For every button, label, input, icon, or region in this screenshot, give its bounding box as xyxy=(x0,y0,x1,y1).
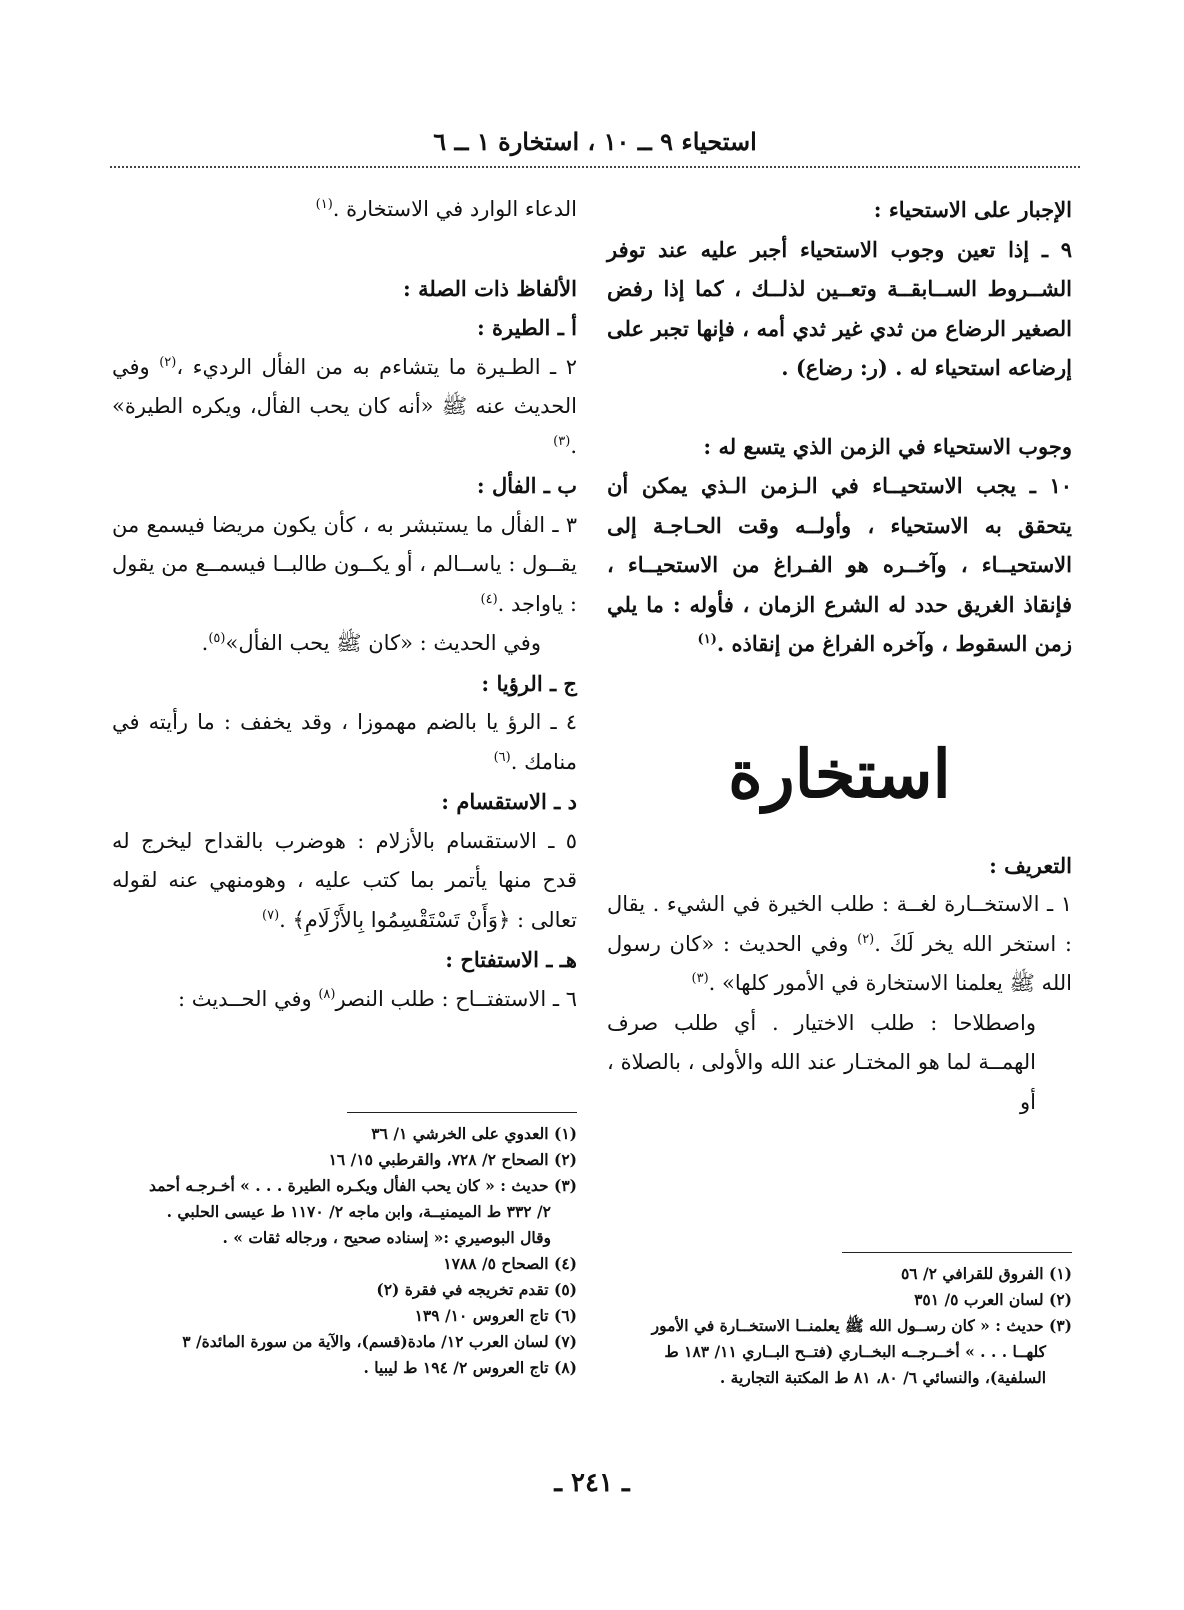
paragraph-hadith xyxy=(112,624,577,664)
footnote: (١) الفروق للقرافي ٢/ ٥٦ xyxy=(900,1264,1072,1283)
footnote-ref: (٧) xyxy=(262,907,280,923)
paragraph-4 xyxy=(112,703,577,782)
sub-heading: هـ ـ الاستفتاح : xyxy=(445,947,577,972)
paragraph-5 xyxy=(112,822,577,941)
paragraph-text: وفي الحديث عنه ﷺ «أنه كان يحب الفأل، ويكره الطيرة» . xyxy=(112,354,577,458)
footnote-ref: (٨) xyxy=(318,986,336,1002)
section-heading: التعريف : xyxy=(989,852,1072,878)
footnote-ref: (٣) xyxy=(691,971,709,986)
paragraph-2 xyxy=(112,348,577,467)
paragraph-text: . xyxy=(201,631,209,655)
footnote: (٦) تاج العروس ١٠/ ١٣٩ xyxy=(414,1306,577,1325)
paragraph-text: وفي الحديث : «كان ﷺ يحب الفأل» xyxy=(225,631,541,655)
footnote-ref: (٣) xyxy=(553,433,571,449)
paragraph-1 xyxy=(607,885,1072,1004)
sub-heading: أ ـ الطيرة : xyxy=(476,315,577,340)
right-column xyxy=(607,190,1072,1122)
footnote: (٤) الصحاح ٥/ ١٧٨٨ xyxy=(443,1254,577,1273)
sub-heading: ب ـ الفأل : xyxy=(476,473,577,498)
paragraph-text: ٦ ـ الاستفتــاح : طلب النصر xyxy=(335,986,577,1011)
left-column xyxy=(112,190,577,1019)
paragraph-text: ٥ ـ الاستقسام بالأزلام : هوضرب بالقداح ليخرج له قدح منها يأتمر بما كتب عليه ، وهومنهي عنه لقوله تعالى : ﴿وَأَنْ تَسْتَقْسِمُوا بِالأَزْلَامِ﴾ . xyxy=(112,828,577,932)
paragraph-text: وفي الحديث : «كان رسول الله ﷺ يعلمنا الاستخارة في الأمور كلها» . xyxy=(607,931,1072,995)
footnote-divider xyxy=(347,1112,577,1113)
right-footnotes xyxy=(607,1252,1072,1391)
footnote-ref: (٢) xyxy=(857,931,875,947)
footnote: (٢) الصحاح ٢/ ٧٢٨، والقرطبي ١٥/ ١٦ xyxy=(328,1150,577,1169)
running-header: استحياء ٩ ــ ١٠ ، استخارة ١ ــ ٦ xyxy=(433,127,757,156)
paragraph-text: ٣ ـ الفأل ما يستبشر به ، كأن يكون مريضا فيسمع من يقــول : ياســالم ، أو يكــون طالبــا فيسمــع من يقول : ياواجد . xyxy=(112,512,577,616)
paragraph-3 xyxy=(112,506,577,625)
left-footnotes xyxy=(112,1112,577,1381)
section-heading: الألفاظ ذات الصلة : xyxy=(403,275,577,301)
footnote: (٧) لسان العرب ١٢/ مادة(قسم)، والآية من سورة المائدة/ ٣ xyxy=(182,1332,577,1351)
paragraph-text: ١ ـ الاستخــارة لغــة : طلب الخيرة في الشيء . يقال : استخر الله يخر لَكَ . xyxy=(607,892,1072,956)
footnote-ref: (١) xyxy=(697,632,717,647)
footnote-ref: (٤) xyxy=(480,591,498,607)
footnote-ref: (٢) xyxy=(159,354,177,370)
footnote: (٢) لسان العرب ٥/ ٣٥١ xyxy=(914,1290,1072,1309)
paragraph-9: ٩ ـ إذا تعين وجوب الاستحياء أجبر عليه عند توفر الشــروط الســابقــة وتعــين لذلــك ، كما إذا رفض الصغير الرضاع من ثدي غير ثدي أمه ، فإنها تجبر على إرضاعه استحياء له . (ر: رضاع) . xyxy=(607,236,1072,380)
footnote-ref: (١) xyxy=(315,197,333,212)
section-heading: وجوب الاستحياء في الزمن الذي يتسع له : xyxy=(703,433,1072,459)
paragraph-6 xyxy=(112,980,577,1020)
footnote: (٥) تقدم تخريجه في فقرة (٢) xyxy=(376,1280,577,1299)
paragraph-continued xyxy=(112,190,577,230)
footnote-divider xyxy=(842,1252,1072,1253)
footnote: (٨) تاج العروس ٢/ ١٩٤ ط ليبيا . xyxy=(363,1358,577,1377)
article-title: استخارة xyxy=(728,734,951,813)
paragraph-10 xyxy=(607,466,1072,664)
footnote: وقال البوصيري :« إسناده صحيح ، ورجاله ثقات » . xyxy=(222,1228,551,1247)
section-heading: الإجبار على الاستحياء : xyxy=(873,197,1072,222)
sub-heading: ج ـ الرؤيا : xyxy=(481,670,577,696)
footnote: (١) العدوي على الخرشي ١/ ٣٦ xyxy=(371,1124,577,1143)
footnote: (٣) حديث : « كان رســول الله ﷺ يعلمنــا الاستخــارة في الأمور xyxy=(651,1316,1072,1335)
footnote: السلفية)، والنسائي ٦/ ٨٠، ٨١ ط المكتبة التجارية . xyxy=(719,1368,1046,1387)
footnote-ref: (٥) xyxy=(208,631,226,646)
header-divider xyxy=(110,166,1080,168)
page-number: ـ ٢٤١ ـ xyxy=(554,1468,630,1498)
footnote: ٢/ ٣٣٢ ط الميمنيــة، وابن ماجه ٢/ ١١٧٠ ط عيسى الحلبي . xyxy=(166,1202,551,1221)
footnote: (٣) حديث : « كان يحب الفأل ويكـره الطيرة . . . » أخـرجـه أحمد xyxy=(148,1176,577,1195)
paragraph-text: ٤ ـ الرؤ يا بالضم مهموزا ، وقد يخفف : ما رأيته في منامك . xyxy=(112,710,577,774)
footnote-ref: (٦) xyxy=(493,749,511,765)
sub-heading: د ـ الاستقسام : xyxy=(441,789,577,814)
paragraph-definition: واصطلاحا : طلب الاختيار . أي طلب صرف الهمــة لما هو المختـار عند الله والأولى ، بالصلاة ، أو xyxy=(607,1010,1036,1114)
paragraph-text: وفي الحــديث : xyxy=(177,986,319,1011)
paragraph-text: ٢ ـ الطـيرة ما يتشاءم به من الفأل الرديء ، xyxy=(176,354,578,379)
paragraph-text: ١٠ ـ يجب الاستحيــاء في الـزمن الـذي يمكن أن يتحقق به الاستحياء ، وأولــه وقت الحـاجـة إلى الاستحيــاء ، وآخــره هو الفـراغ من الاستحيــاء ، فإنقاذ الغريق حدد له الشرع الزمان ، فأوله : ما يلي زمن السقوط ، وآخره الفراغ من إنقاذه . xyxy=(607,473,1072,656)
paragraph-text: الدعاء الوارد في الاستخارة . xyxy=(332,197,577,221)
footnote: كلهــا . . . » أخــرجــه البخــاري (فتــح البــاري ١١/ ١٨٣ ط xyxy=(664,1342,1046,1361)
